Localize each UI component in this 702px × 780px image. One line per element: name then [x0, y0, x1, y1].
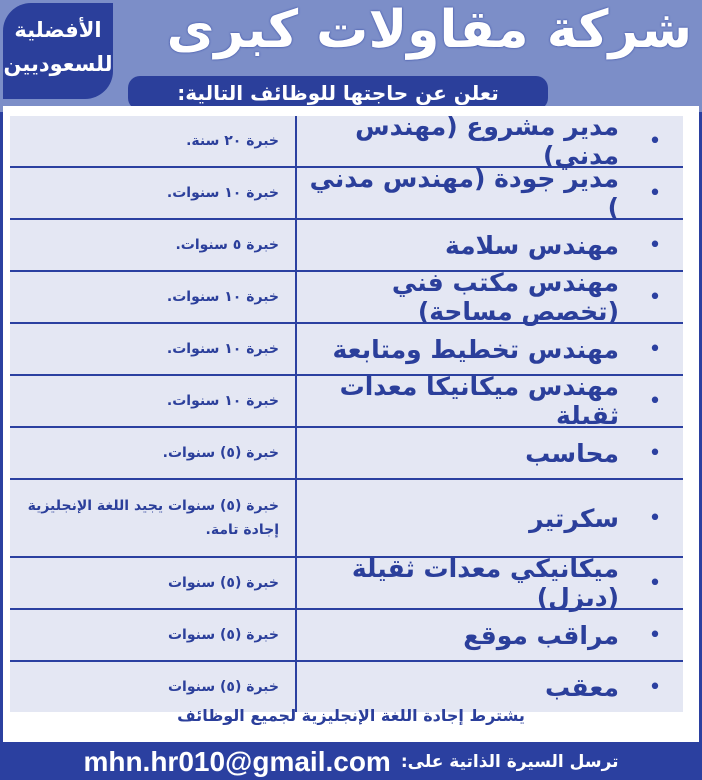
bullet-icon: • [648, 232, 662, 258]
jobs-table [10, 112, 683, 712]
job-experience: خبرة ٥ سنوات. [10, 220, 297, 270]
job-title: مهندس ميكانيكا معدات ثقيلة [339, 372, 619, 430]
job-title: معقب [544, 672, 619, 702]
job-row [10, 372, 683, 430]
job-title: مراقب موقع [463, 620, 619, 650]
job-experience: خبرة ١٠ سنوات. [10, 376, 297, 426]
job-experience: خبرة ٢٠ سنة. [10, 116, 297, 166]
bullet-icon: • [648, 622, 662, 648]
bullet-icon: • [648, 570, 662, 596]
bullet-icon: • [648, 128, 662, 154]
job-title: محاسب [525, 438, 619, 468]
job-row [10, 324, 683, 376]
job-title: مهندس تخطيط ومتابعة [332, 334, 619, 364]
bullet-icon: • [648, 180, 662, 206]
job-title: مدير جودة (مهندس مدني ) [309, 164, 619, 222]
job-row [10, 428, 683, 480]
job-row [10, 480, 683, 558]
job-experience: خبرة ١٠ سنوات. [10, 272, 297, 322]
job-row [10, 220, 683, 272]
jobs-panel [3, 106, 699, 742]
english-requirement-note: يشترط إجادة اللغة الإنجليزية لجميع الوظائف [177, 706, 525, 725]
footer [0, 744, 702, 780]
job-row [10, 112, 683, 170]
job-experience: خبرة (٥) سنوات يجيد اللغة الإنجليزية إجادة تامة. [10, 480, 297, 556]
job-title: سكرتير [529, 503, 619, 533]
bullet-icon: • [648, 505, 662, 531]
bullet-icon: • [648, 440, 662, 466]
company-title: شركة مقاولات كبرى [166, 0, 692, 60]
badge-line-1: الأفضلية [14, 18, 102, 42]
job-row [10, 554, 683, 612]
job-row [10, 268, 683, 326]
subtitle: تعلن عن حاجتها للوظائف التالية: [128, 76, 548, 110]
job-experience: خبرة (٥) سنوات [10, 662, 297, 712]
job-experience: خبرة ١٠ سنوات. [10, 168, 297, 218]
job-row [10, 610, 683, 662]
saudi-preference-badge [3, 3, 113, 99]
bullet-icon: • [648, 388, 662, 414]
job-title: مهندس مكتب فني (تخصص مساحة) [391, 268, 619, 326]
job-title: مهندس سلامة [444, 230, 619, 260]
bullet-icon: • [648, 336, 662, 362]
job-experience: خبرة (٥) سنوات. [10, 428, 297, 478]
job-row [10, 164, 683, 222]
job-row [10, 662, 683, 712]
bullet-icon: • [648, 284, 662, 310]
job-title: ميكانيكي معدات ثقيلة (ديزل) [351, 554, 619, 612]
badge-line-2: للسعوديين [3, 52, 113, 76]
contact-email[interactable]: mhn.hr010@gmail.com [83, 746, 391, 777]
cv-submission-label: ترسل السيرة الذاتية على: [400, 752, 619, 772]
header [0, 0, 702, 112]
bullet-icon: • [648, 674, 662, 700]
job-experience: خبرة ١٠ سنوات. [10, 324, 297, 374]
job-title: مدير مشروع (مهندس مدني) [355, 112, 619, 170]
job-experience: خبرة (٥) سنوات [10, 610, 297, 660]
job-experience: خبرة (٥) سنوات [10, 558, 297, 608]
